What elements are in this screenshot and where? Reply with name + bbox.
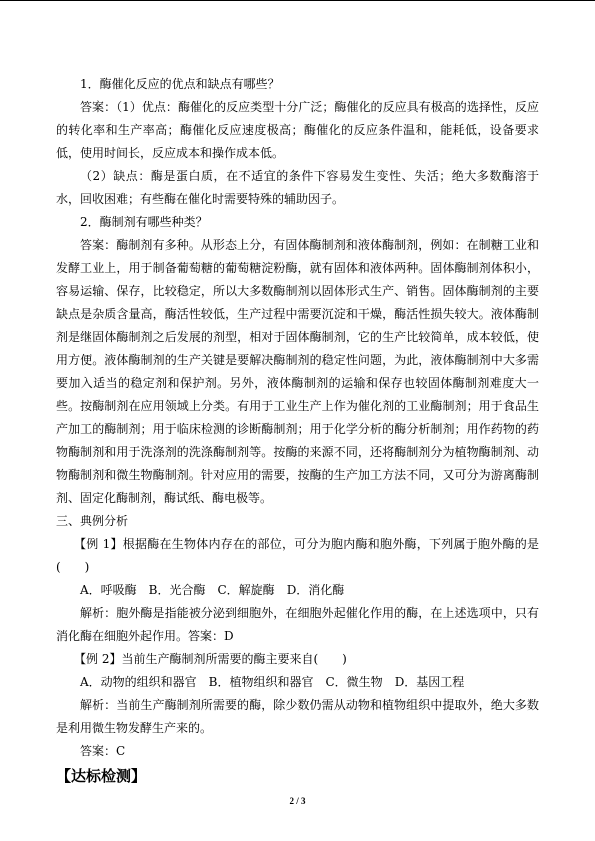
question-1: 1．酶催化反应的优点和缺点有哪些？ xyxy=(80,77,280,91)
option-d: D．基因工程 xyxy=(394,675,465,689)
option-b: B．光合酶 xyxy=(148,583,206,597)
example-2-question: 【例 2】当前生产酶制剂所需要的酶主要来自( ) xyxy=(74,652,347,666)
option-d: D．消化酶 xyxy=(286,583,345,597)
example-1-options xyxy=(56,579,539,602)
answer-2: 答案：酶制剂有多种。从形态上分，有固体酶制剂和液体酶制剂，例如：在制糖工业和发酵工业上，用于制备葡萄糖的葡萄糖淀粉酶，就有固体和液体两种。固体酶制剂体积小，容易运输、保存，比较稳定，所以大多数酶制剂以固体形式生产、销售。固体酶制剂的主要缺点是杂质含量高，酶活性较低，生产过程中需要沉淀和干燥，酶活性损失较大。液体酶制剂是继固体酶制剂之后发展的剂型，相对于固体酶制剂，它的生产比较简单，成本较低，使用方便。液体酶制剂的生产关键是要解决酶制剂的稳定性问题，为此，液体酶制剂中大多需要加入适当的稳定剂和保护剂。另外，液体酶制剂的运输和保存也较固体酶制剂难度大一些。按酶制剂在应用领域上分类。有用于工业生产上作为催化剂的工业酶制剂；用于食品生产加工的酶制剂；用于临床检测的诊断酶制剂；用于化学分析的酶分析制剂；用作药物的药物酶制剂和用于洗涤剂的洗涤酶制剂等。按酶的来源不同，还将酶制剂分为植物酶制剂、动物酶制剂和微生物酶制剂。针对应用的需要，按酶的生产加工方法不同，又可分为游离酶制剂、固定化酶制剂，酶试纸、酶电极等。 xyxy=(56,238,539,505)
page-top-rule xyxy=(0,0,595,1)
section-heading-typical-examples: 三、典例分析 xyxy=(56,514,129,528)
example-1-explanation: 解析：胞外酶是指能被分泌到细胞外，在细胞外起催化作用的酶，在上述选项中，只有消化酶在细胞外起作用。答案：D xyxy=(56,606,539,643)
example-1-question: 【例 1】根据酶在生物体内存在的部位，可分为胞内酶和胞外酶，下列属于胞外酶的是( ) xyxy=(56,537,539,574)
option-c: C．解旋酶 xyxy=(217,583,275,597)
option-c: C．微生物 xyxy=(325,675,383,689)
answer-1-disadvantages: （2）缺点：酶是蛋白质，在不适宜的条件下容易发生变性、失活；绝大多数酶溶于水，回收困难；有些酶在催化时需要特殊的辅助因子。 xyxy=(56,169,539,206)
page-number: 2 / 3 xyxy=(289,796,306,806)
example-2-answer: 答案：C xyxy=(80,744,126,758)
option-a: A．呼吸酶 xyxy=(80,583,137,597)
example-2-explanation: 解析：当前生产酶制剂所需要的酶，除少数仍需从动物和植物组织中提取外，绝大多数是利用微生物发酵生产来的。 xyxy=(56,698,539,735)
example-2-options xyxy=(56,671,539,694)
answer-1-advantages: 答案：（1）优点：酶催化的反应类型十分广泛；酶催化的反应具有极高的选择性，反应的转化率和生产率高；酶催化反应速度极高；酶催化的反应条件温和，能耗低，设备要求低，使用时间长，反应成本和操作成本低。 xyxy=(56,100,539,160)
option-a: A．动物的组织和器官 xyxy=(80,675,197,689)
section-heading-assessment: 【达标检测】 xyxy=(56,767,147,785)
question-2: 2．酶制剂有哪些种类？ xyxy=(80,215,208,229)
document-body xyxy=(56,73,539,789)
option-b: B．植物组织和器官 xyxy=(208,675,314,689)
